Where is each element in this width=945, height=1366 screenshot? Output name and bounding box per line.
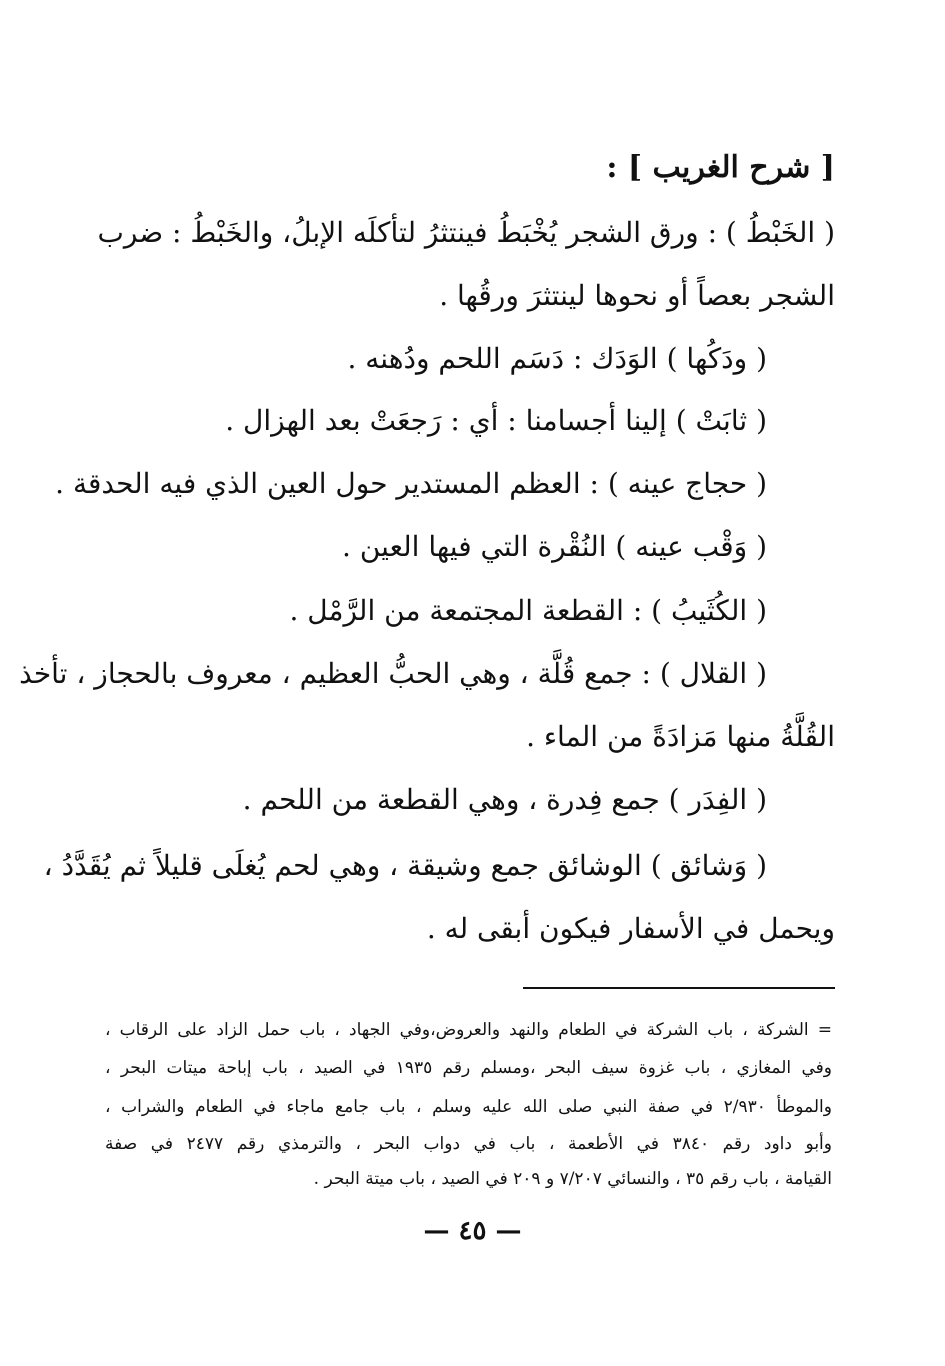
body-line: ويحمل في الأسفار فيكون أبقى له .	[426, 912, 835, 945]
footnote-line: وأبو داود رقم ٣٨٤٠ في الأطعمة ، باب في دواب البحر ، والترمذي رقم ٢٤٧٧ في صفة	[105, 1134, 832, 1154]
body-line: الشجر بعصاً أو نحوها لينتثرَ ورقُها .	[439, 279, 835, 312]
body-line: ( الفِدَر ) جمع فِدرة ، وهي القطعة من اللحم .	[242, 783, 767, 816]
section-heading: [ شرح الغريب ] :	[606, 150, 835, 185]
body-line: ( حجاج عينه ) : العظم المستدير حول العين الذي فيه الحدقة .	[55, 467, 767, 500]
footnote-line: = الشركة ، باب الشركة في الطعام والنهد والعروض،وفي الجهاد ، باب حمل الزاد على الرقاب ،	[105, 1020, 832, 1040]
body-line: ( الخَبْطُ ) : ورق الشجر يُخْبَطُ فينتثرُ لتأكلَه الإبلُ، والخَبْطُ : ضرب	[97, 216, 835, 249]
body-line: ( وَشائق ) الوشائق جمع وشيقة ، وهي لحم يُغلَى قليلاً ثم يُقَدَّدُ ،	[43, 849, 767, 882]
footnote-line: القيامة ، باب رقم ٣٥ ، والنسائي ٧/٢٠٧ و ٢٠٩ في الصيد ، باب ميتة البحر .	[313, 1169, 832, 1189]
footnote-line: والموطأ ٢/٩٣٠ في صفة النبي صلى الله عليه وسلم ، باب جامع ماجاء في الطعام والشراب ،	[105, 1097, 832, 1117]
body-line: ( ودَكُها ) الوَدَك : دَسَم اللحم ودُهنه .	[347, 342, 767, 375]
body-line: القُلَّةُ منها مَزادَةً من الماء .	[526, 720, 835, 753]
body-line: ( وَقْب عينه ) النُقْرة التي فيها العين .	[342, 530, 767, 563]
page-number: — ٤٥ —	[423, 1216, 522, 1246]
footnote-line: وفي المغازي ، باب غزوة سيف البحر ،ومسلم رقم ١٩٣٥ في الصيد ، باب إباحة ميتات البحر ،	[105, 1058, 832, 1078]
body-line: ( القلال ) : جمع قُلَّة ، وهي الحبُّ العظيم ، معروف بالحجاز ، تأخذ	[19, 657, 767, 690]
footnote-divider	[523, 987, 835, 989]
body-line: ( ثابَتْ ) إلينا أجسامنا : أي : رَجعَتْ بعد الهزال .	[225, 404, 767, 437]
body-line: ( الكُثَيبُ ) : القطعة المجتمعة من الرَّمْل .	[289, 594, 767, 627]
